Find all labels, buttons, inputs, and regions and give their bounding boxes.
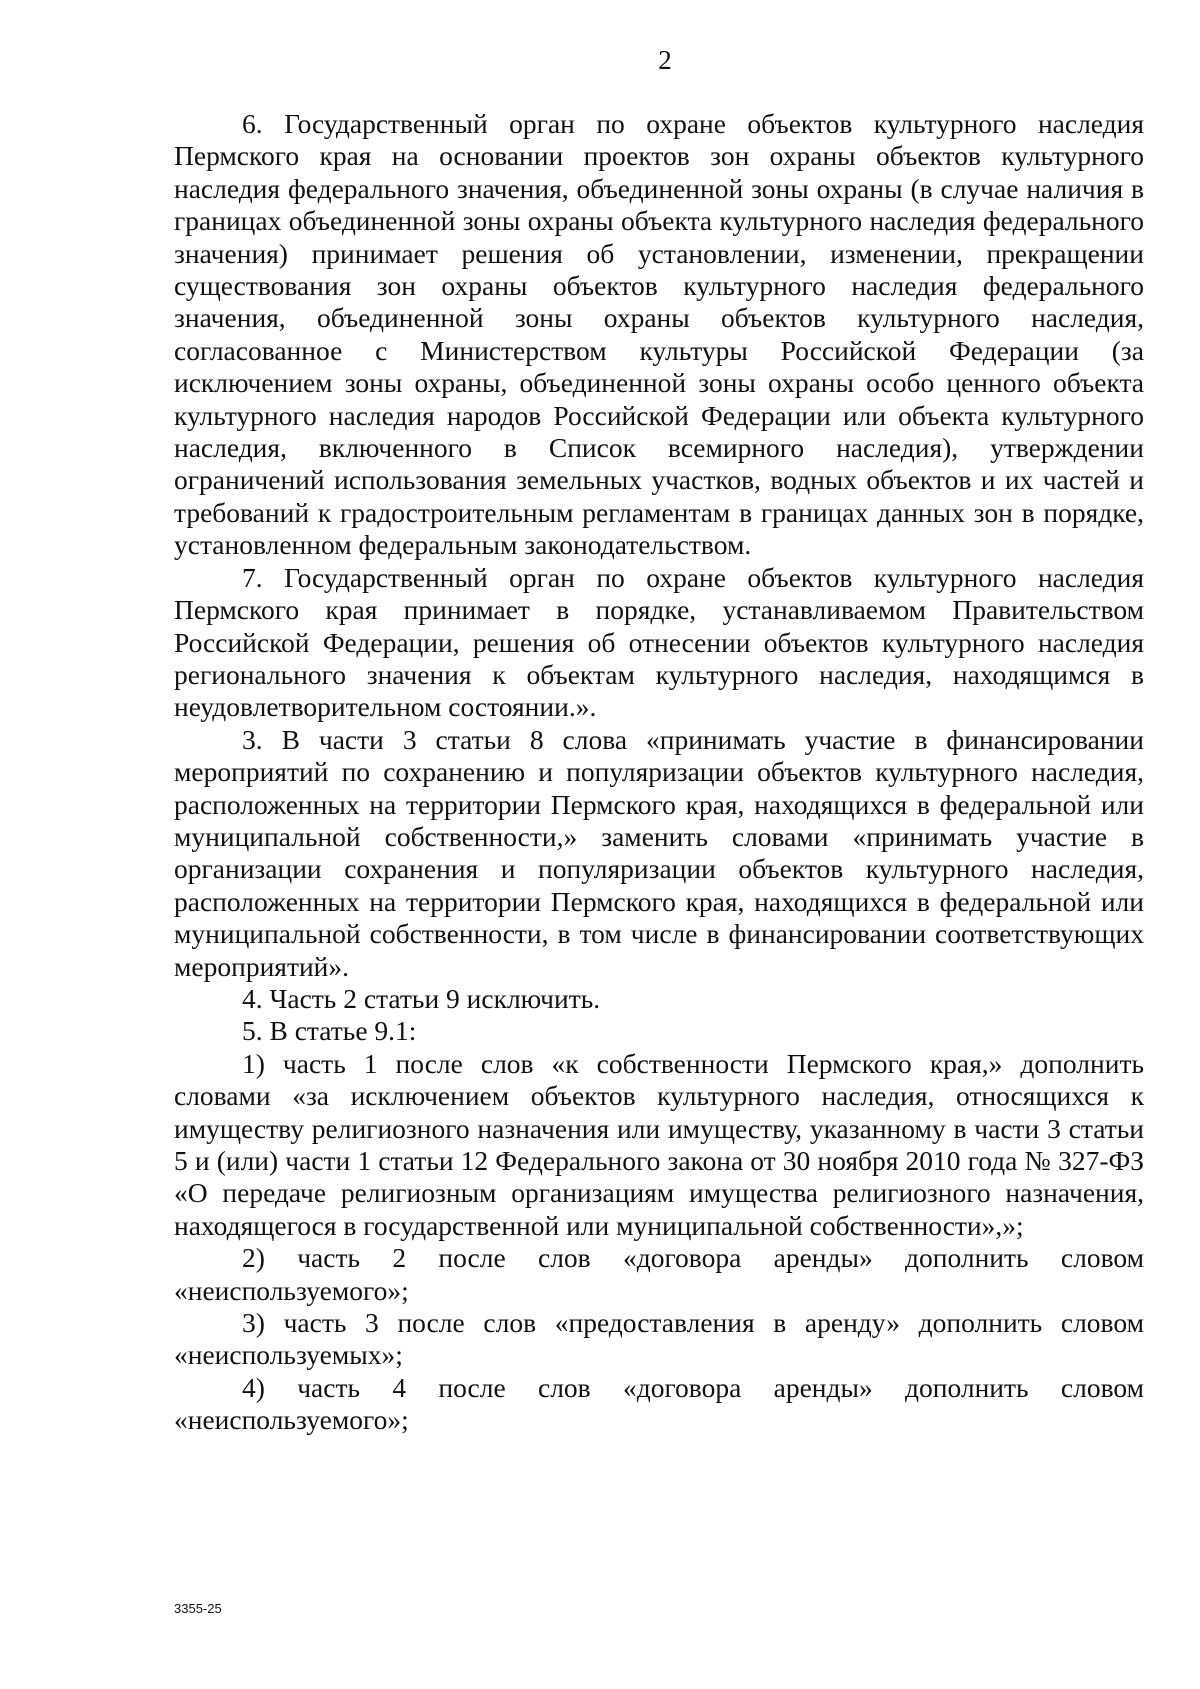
paragraph-5-article-9-1: 5. В статье 9.1: [242, 1015, 417, 1047]
subparagraph-2-part-2: 2) часть 2 после слов «договора аренды» дополнить словом «неиспользуемого»; [174, 1242, 1144, 1306]
paragraph-6-heritage-zones: 6. Государственный орган по охране объектов культурного наследия Пермского края на основании проектов зон охраны объектов культурного наследия федерального значения, объединенной зоны охраны (в случае наличия в границах объединенной зоны охраны объекта культурного наследия федерального значения) принимает решения об установлении, изменении, прекращении существования зон охраны объектов культурного наследия федерального значения, объединенной зоны охраны объектов культурного наследия, согласованное с Министерством культуры Российской Федерации (за исключением зоны охраны, объединенной зоны охраны особо ценного объекта культурного наследия народов Российской Федерации или объекта культурного наследия, включенного в Список всемирного наследия), утверждении ограничений использования земельных участков, водных объектов и их частей и требований к градостроительным регламентам в границах данных зон в порядке, установленном федеральным законодательством. [174, 108, 1144, 561]
subparagraph-3-part-3: 3) часть 3 после слов «предоставления в аренду» дополнить словом «неиспользуемых»; [174, 1307, 1144, 1371]
subparagraph-4-part-4: 4) часть 4 после слов «договора аренды» дополнить словом «неиспользуемого»; [174, 1371, 1144, 1436]
paragraph-7-unsatisfactory-state: 7. Государственный орган по охране объектов культурного наследия Пермского края принимает в порядке, устанавливаемом Правительством Российской Федерации, решения об отнесении объектов культурного наследия регионального значения к объектам культурного наследия, находящимся в неудовлетворительном состоянии.». [174, 561, 1144, 723]
paragraph-3-article-8: 3. В части 3 статьи 8 слова «принимать участие в финансировании мероприятий по сохранению и популяризации объектов культурного наследия, расположенных на территории Пермского края, находящихся в федеральной или муниципальной собственности,» заменить словами «принимать участие в организации сохранения и популяризации объектов культурного наследия, расположенных на территории Пермского края, находящихся в федеральной или муниципальной собственности, в том числе в финансировании соответствующих мероприятий». [174, 723, 1144, 982]
subparagraph-1-part-1: 1) часть 1 после слов «к собственности Пермского края,» дополнить словами «за исключением объектов культурного наследия, относящихся к имуществу религиозного назначения или имуществу, указанному в части 3 статьи 5 и (или) части 1 статьи 12 Федерального закона от 30 ноября 2010 года № 327-ФЗ «О передаче религиозным организациям имущества религиозного назначения, находящегося в государственной или муниципальной собственности»,»; [174, 1047, 1144, 1241]
page-number: 2 [658, 45, 672, 75]
paragraph-4-article-9: 4. Часть 2 статьи 9 исключить. [242, 982, 601, 1014]
document-body [174, 108, 1144, 1437]
document-code: 3355-25 [174, 1601, 222, 1616]
